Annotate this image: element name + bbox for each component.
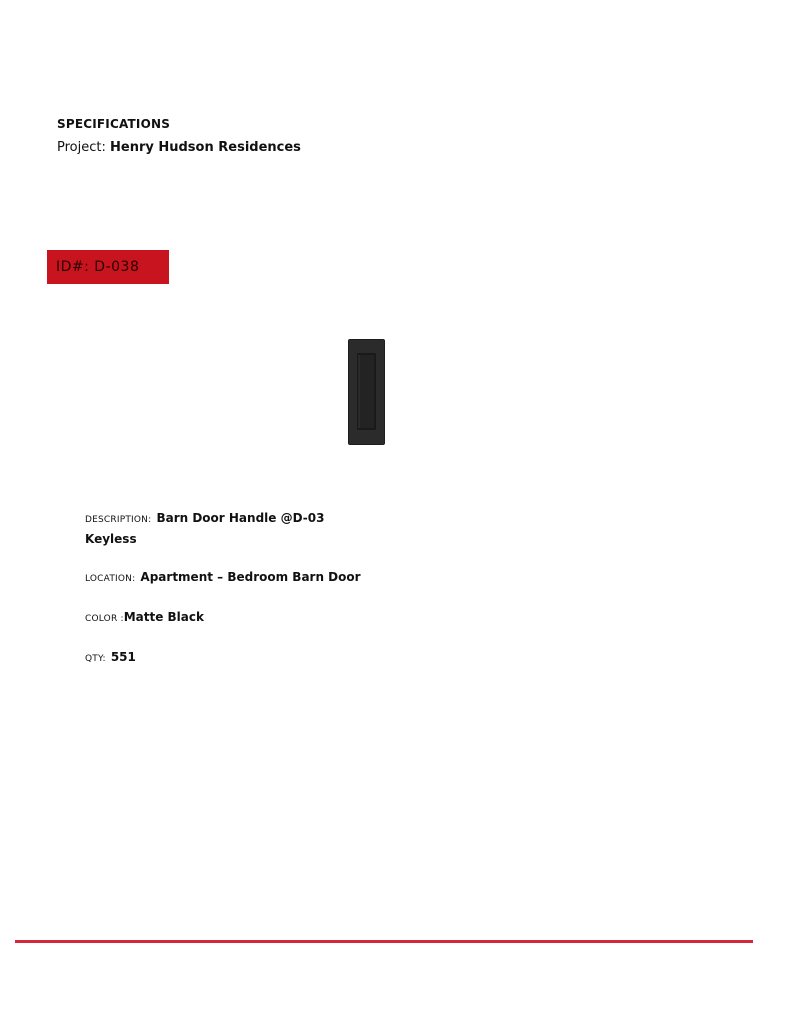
product-details [85, 508, 425, 668]
description-value: Barn Door Handle @D-03 [156, 511, 325, 525]
id-badge [47, 250, 169, 284]
color-value: Matte Black [123, 610, 204, 624]
id-text: ID#: D-038 [56, 259, 140, 275]
description-row [85, 508, 425, 548]
project-label: Project: [57, 140, 106, 155]
project-name: Henry Hudson Residences [110, 140, 301, 155]
description-label: DESCRIPTION: [85, 515, 152, 525]
footer-divider [15, 940, 753, 943]
qty-value: 551 [110, 650, 136, 664]
specification-header [57, 117, 301, 156]
project-line [57, 140, 301, 156]
qty-label: QTY: [85, 654, 106, 664]
location-row [85, 567, 425, 588]
location-label: LOCATION: [85, 574, 136, 584]
section-title: SPECIFICATIONS [57, 117, 171, 131]
color-label: COLOR : [85, 614, 124, 624]
qty-row [85, 647, 425, 668]
color-row [85, 607, 425, 628]
barn-door-flush-pull-handle-icon [348, 339, 385, 445]
location-value: Apartment – Bedroom Barn Door [140, 570, 361, 584]
description-value-line2: Keyless [85, 532, 137, 546]
